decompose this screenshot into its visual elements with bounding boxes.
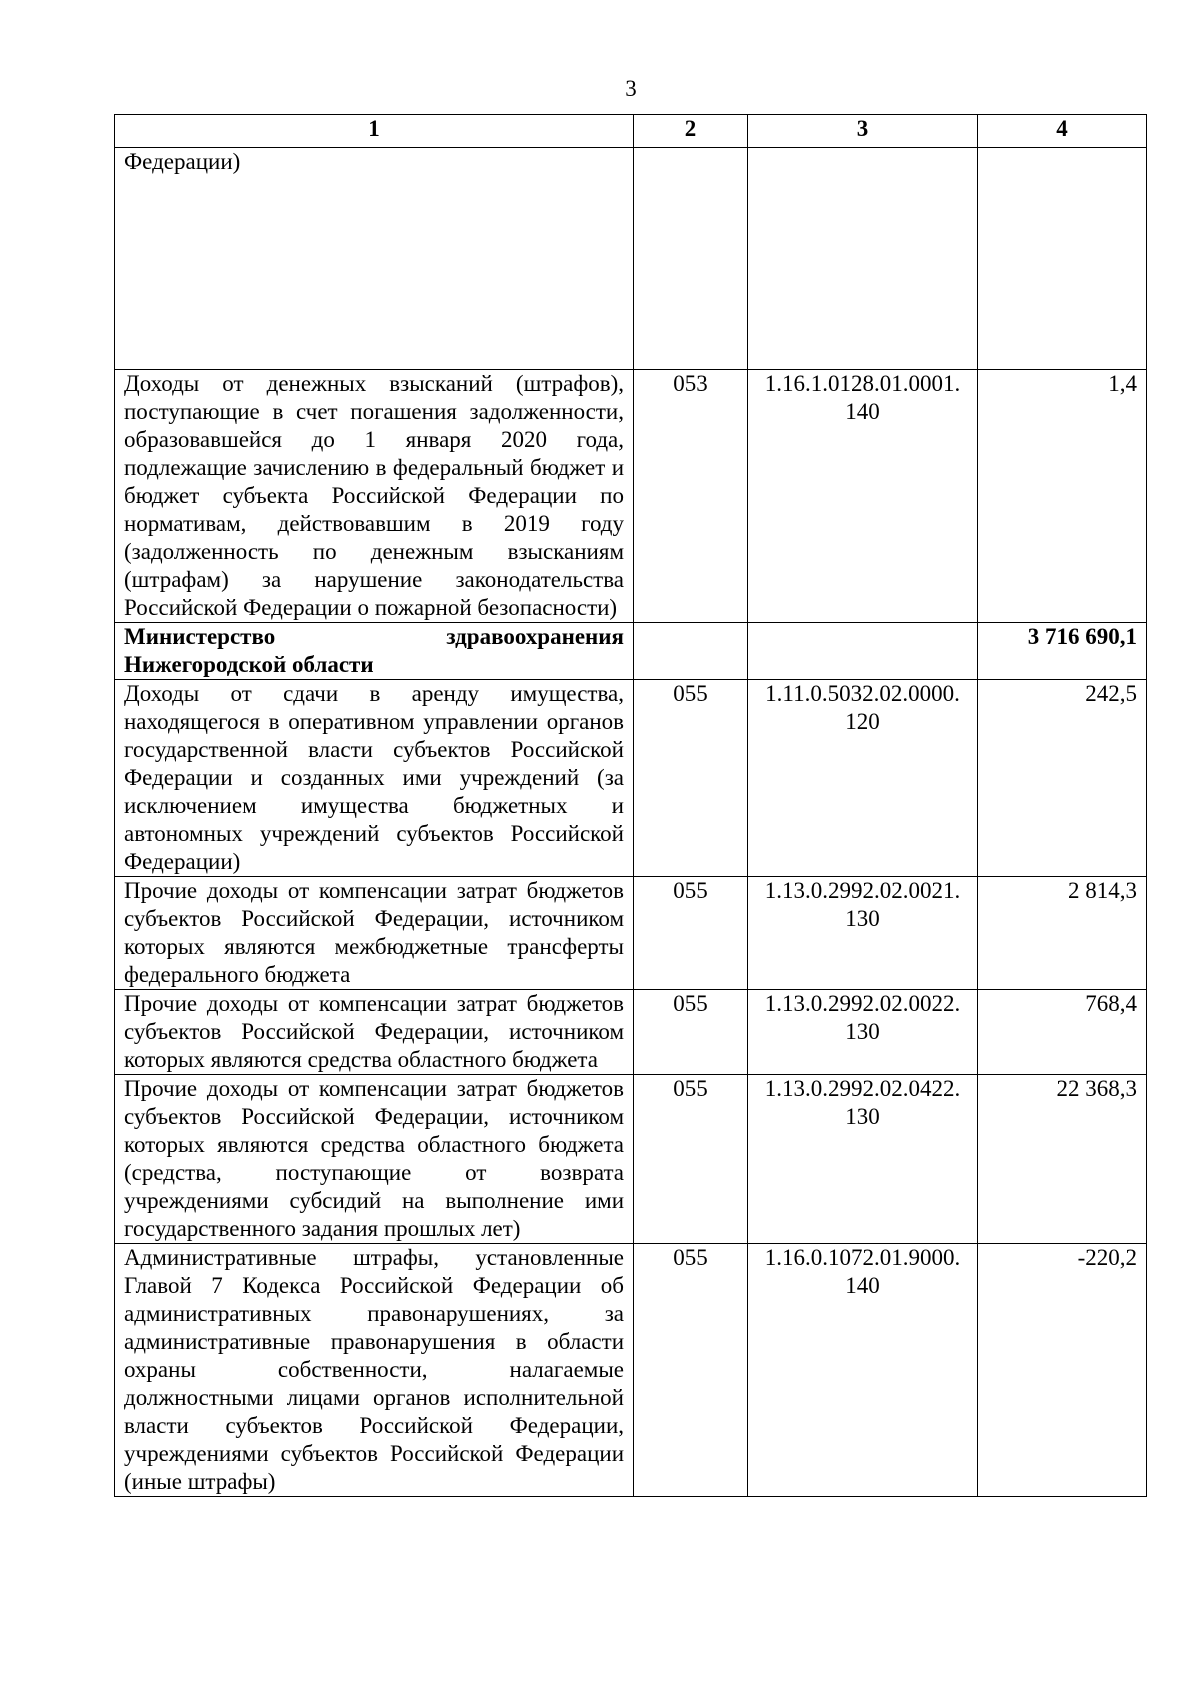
kbk-line-2: 140 [845, 399, 880, 424]
row-kbk-code [748, 1075, 978, 1244]
kbk-line-1: 1.13.0.2992.02.0022. [764, 991, 961, 1016]
kbk-line-2: 130 [845, 906, 880, 931]
row-admin-code: 053 [634, 370, 748, 623]
row-amount: 1,4 [978, 370, 1147, 623]
kbk-line-2: 120 [845, 709, 880, 734]
row-description: Прочие доходы от компенсации затрат бюджетов субъектов Российской Федерации, источником которых являются средства областного бюджета (средства, поступающие от возврата учреждениями субсидий на выполнение ими государственного задания прошлых лет) [115, 1075, 634, 1244]
kbk-line-1: 1.16.1.0128.01.0001. [764, 371, 961, 396]
row-description: Министерство здравоохранения Нижегородской области [115, 623, 634, 680]
row-amount: 2 814,3 [978, 877, 1147, 990]
row-admin-code [634, 148, 748, 370]
row-amount [978, 148, 1147, 370]
table-row [115, 1075, 1147, 1244]
row-kbk-code [748, 877, 978, 990]
revenue-table [114, 114, 1147, 1497]
table-row [115, 680, 1147, 877]
table-row [115, 1244, 1147, 1497]
row-description: Федерации) [115, 148, 634, 370]
row-kbk-code [748, 990, 978, 1075]
row-description: Прочие доходы от компенсации затрат бюджетов субъектов Российской Федерации, источником которых являются межбюджетные трансферты федерального бюджета [115, 877, 634, 990]
row-amount: 768,4 [978, 990, 1147, 1075]
row-description: Доходы от сдачи в аренду имущества, находящегося в оперативном управлении органов государственной власти субъектов Российской Федерации и созданных ими учреждений (за исключением имущества бюджетных и автономных учреждений субъектов Российской Федерации) [115, 680, 634, 877]
row-admin-code: 055 [634, 1075, 748, 1244]
table-row [115, 877, 1147, 990]
row-kbk-code [748, 1244, 978, 1497]
kbk-line-1: 1.13.0.2992.02.0021. [764, 878, 961, 903]
row-kbk-code [748, 623, 978, 680]
row-kbk-code [748, 148, 978, 370]
column-header-3: 3 [748, 115, 978, 148]
row-admin-code: 055 [634, 990, 748, 1075]
table-row [115, 370, 1147, 623]
column-header-4: 4 [978, 115, 1147, 148]
row-description: Административные штрафы, установленные Главой 7 Кодекса Российской Федерации об административных правонарушениях, за административные правонарушения в области охраны собственности, налагаемые должностными лицами органов исполнительной власти субъектов Российской Федерации, учреждениями субъектов Российской Федерации (иные штрафы) [115, 1244, 634, 1497]
table-header-row [115, 115, 1147, 148]
table-row-ministry-header [115, 623, 1147, 680]
row-admin-code: 055 [634, 680, 748, 877]
row-amount: 22 368,3 [978, 1075, 1147, 1244]
row-kbk-code [748, 370, 978, 623]
row-admin-code [634, 623, 748, 680]
page-number: 3 [625, 76, 637, 101]
kbk-line-2: 140 [845, 1273, 880, 1298]
kbk-line-2: 130 [845, 1019, 880, 1044]
kbk-line-2: 130 [845, 1104, 880, 1129]
table-row [115, 148, 1147, 370]
row-admin-code: 055 [634, 877, 748, 990]
row-kbk-code [748, 680, 978, 877]
row-amount: -220,2 [978, 1244, 1147, 1497]
column-header-1: 1 [115, 115, 634, 148]
row-admin-code: 055 [634, 1244, 748, 1497]
kbk-line-1: 1.16.0.1072.01.9000. [764, 1245, 961, 1270]
table-row [115, 990, 1147, 1075]
row-description: Прочие доходы от компенсации затрат бюджетов субъектов Российской Федерации, источником которых являются средства областного бюджета [115, 990, 634, 1075]
kbk-line-1: 1.11.0.5032.02.0000. [765, 681, 960, 706]
column-header-2: 2 [634, 115, 748, 148]
row-amount: 3 716 690,1 [978, 623, 1147, 680]
kbk-line-1: 1.13.0.2992.02.0422. [764, 1076, 961, 1101]
row-description: Доходы от денежных взысканий (штрафов), поступающие в счет погашения задолженности, образовавшейся до 1 января 2020 года, подлежащие зачислению в федеральный бюджет и бюджет субъекта Российской Федерации по нормативам, действовавшим в 2019 году (задолженность по денежным взысканиям (штрафам) за нарушение законодательства Российской Федерации о пожарной безопасности) [115, 370, 634, 623]
row-amount: 242,5 [978, 680, 1147, 877]
